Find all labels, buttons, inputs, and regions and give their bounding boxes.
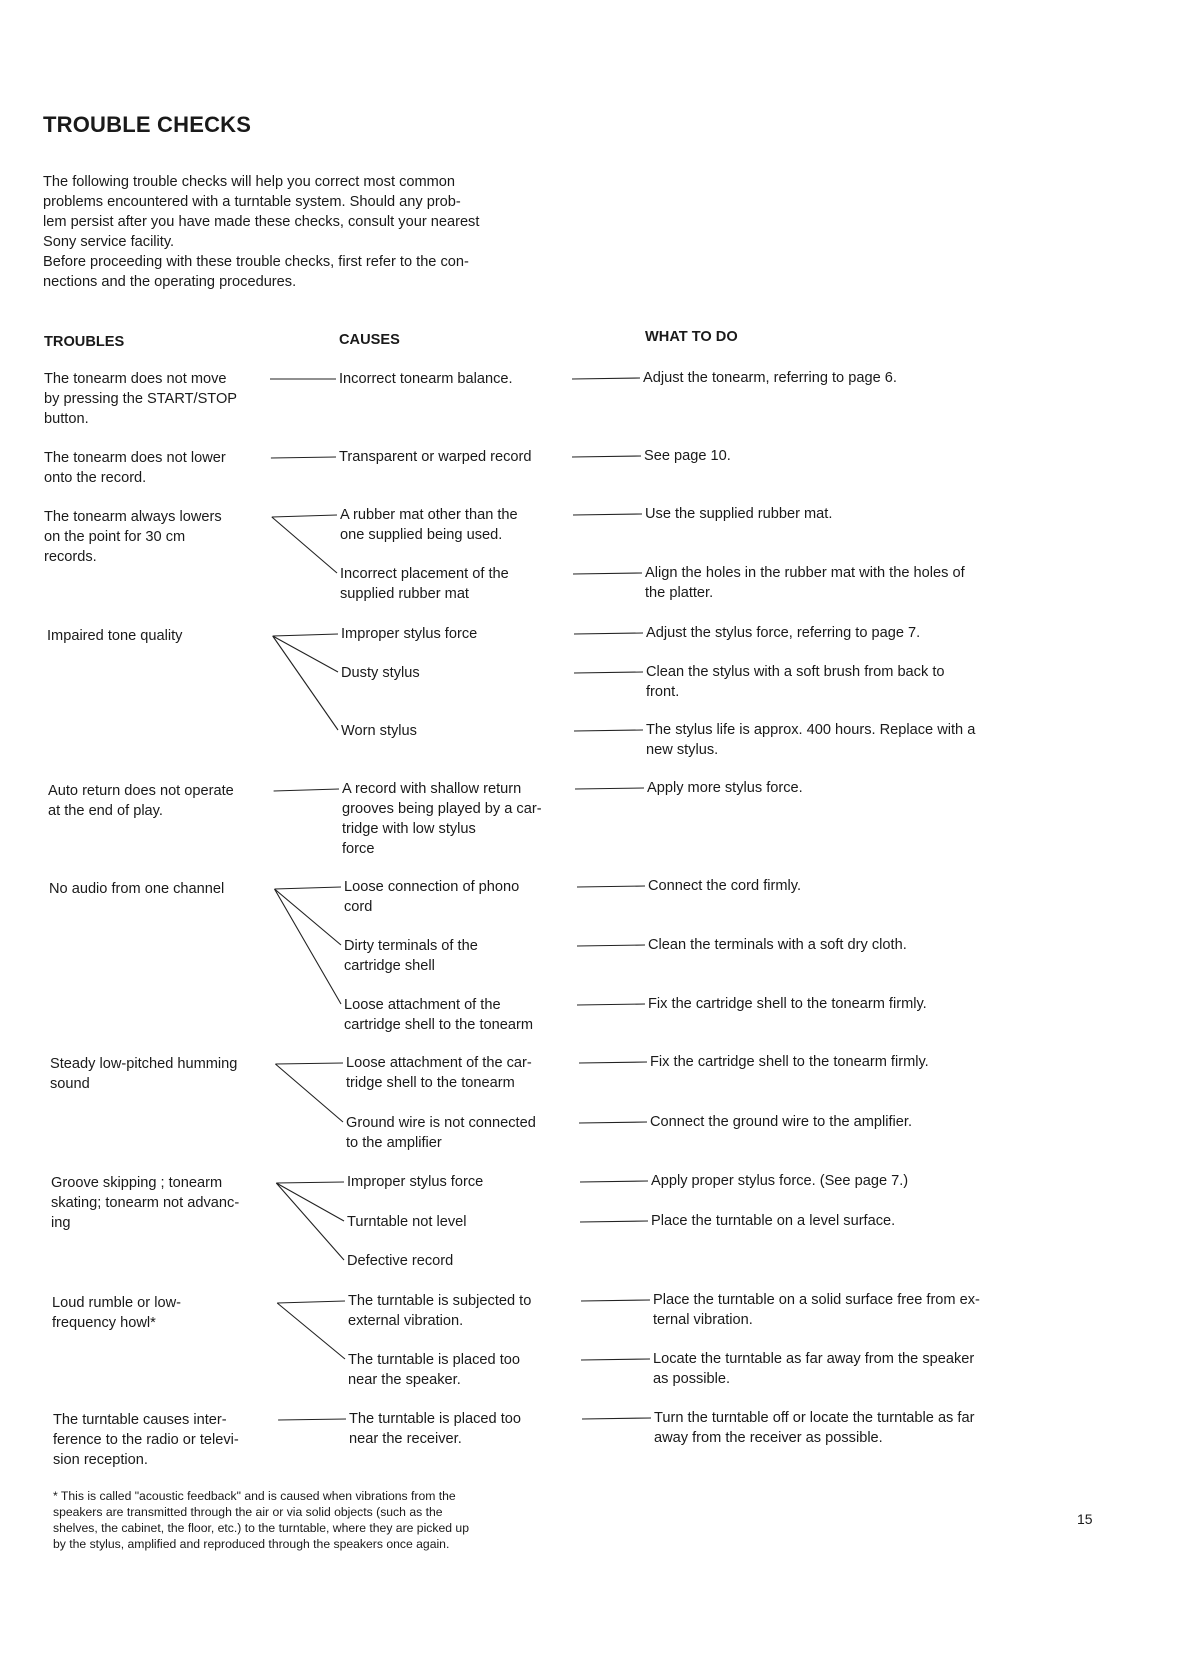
header-what-to-do: WHAT TO DO	[645, 329, 738, 345]
cause-text-line: Worn stylus	[341, 723, 417, 739]
intro-line: Before proceeding with these trouble checks, first refer to the con-	[43, 254, 469, 270]
trouble-cause-connector	[271, 457, 336, 458]
trouble-cause-connector	[277, 1301, 345, 1303]
cause-text-line: Ground wire is not connected	[346, 1115, 536, 1131]
trouble-cause-connector	[278, 1419, 346, 1420]
trouble-text-line: by pressing the START/STOP	[44, 391, 238, 407]
action-text-line: Align the holes in the rubber mat with the holes of	[645, 565, 965, 581]
cause-action-connector	[579, 1062, 647, 1063]
trouble-cause-branch	[276, 1183, 344, 1221]
action-text-line: Turn the turntable off or locate the turntable as far	[654, 1410, 975, 1426]
cause-text-line: Improper stylus force	[341, 626, 478, 642]
cause-text-line: near the speaker.	[348, 1372, 461, 1388]
trouble-text-line: frequency howl*	[52, 1315, 156, 1331]
trouble-cause-connector	[275, 1063, 343, 1064]
cause-text-line: Transparent or warped record	[339, 449, 532, 465]
cause-text-line: tridge with low stylus	[342, 821, 476, 837]
action-text-line: Adjust the stylus force, referring to page 7.	[646, 625, 921, 641]
action-text-line: Adjust the tonearm, referring to page 6.	[643, 370, 897, 386]
cause-text-line: Incorrect tonearm balance.	[339, 371, 513, 387]
trouble-cause-connector	[275, 887, 342, 889]
trouble-cause-branch	[277, 1303, 345, 1359]
action-text-line: Apply proper stylus force. (See page 7.)	[651, 1173, 909, 1189]
header-troubles: TROUBLES	[44, 334, 125, 350]
page-number: 15	[1077, 1511, 1093, 1527]
trouble-cause-branch	[272, 517, 337, 573]
trouble-text-line: Auto return does not operate	[48, 783, 234, 799]
footnote-line: speakers are transmitted through the air or via solid objects (such as the	[53, 1505, 443, 1519]
cause-text-line: tridge shell to the tonearm	[346, 1075, 515, 1091]
cause-action-connector	[580, 1181, 648, 1182]
trouble-text-line: ference to the radio or televi-	[53, 1432, 239, 1448]
action-text-line: Place the turntable on a level surface.	[651, 1213, 896, 1229]
cause-action-connector	[580, 1221, 648, 1222]
trouble-text-line: The turntable causes inter-	[53, 1412, 227, 1428]
cause-action-connector	[574, 730, 643, 731]
trouble-text-line: sion reception.	[53, 1452, 148, 1468]
action-text-line: Locate the turntable as far away from the speaker	[653, 1351, 975, 1367]
cause-text-line: one supplied being used.	[340, 527, 503, 543]
trouble-text-line: ing	[51, 1215, 71, 1231]
trouble-text-line: button.	[44, 411, 89, 427]
cause-action-connector	[574, 633, 643, 634]
action-text-line: Apply more stylus force.	[647, 780, 803, 796]
cause-text-line: near the receiver.	[349, 1431, 462, 1447]
trouble-text-line: Loud rumble or low-	[52, 1295, 181, 1311]
footnote-line: by the stylus, amplified and reproduced through the speakers once again.	[53, 1537, 450, 1551]
action-text-line: Clean the stylus with a soft brush from back to	[646, 664, 945, 680]
trouble-cause-branch	[273, 636, 338, 730]
trouble-text-line: Steady low-pitched humming	[50, 1056, 238, 1072]
trouble-cause-connector	[273, 634, 338, 636]
trouble-text-line: skating; tonearm not advanc-	[51, 1195, 240, 1211]
trouble-text-line: Impaired tone quality	[47, 628, 183, 644]
action-text-line: Clean the terminals with a soft dry cloth.	[648, 937, 907, 953]
trouble-text-line: The tonearm does not lower	[44, 450, 226, 466]
cause-action-connector	[579, 1122, 647, 1123]
cause-text-line: Loose connection of phono	[344, 879, 520, 895]
action-text-line: Connect the ground wire to the amplifier.	[650, 1114, 913, 1130]
action-text-line: Fix the cartridge shell to the tonearm firmly.	[648, 996, 927, 1012]
action-text-line: new stylus.	[646, 742, 719, 758]
trouble-cause-connector	[272, 515, 337, 517]
cause-text-line: Defective record	[347, 1253, 454, 1269]
trouble-text-line: The tonearm does not move	[44, 371, 227, 387]
intro-line: nections and the operating procedures.	[43, 274, 297, 290]
action-text-line: Fix the cartridge shell to the tonearm firmly.	[650, 1054, 929, 1070]
cause-text-line: supplied rubber mat	[340, 586, 469, 602]
cause-text-line: force	[342, 841, 375, 857]
cause-text-line: Dirty terminals of the	[344, 938, 478, 954]
cause-action-connector	[577, 886, 645, 887]
cause-text-line: cartridge shell	[344, 958, 435, 974]
page-title: TROUBLE CHECKS	[43, 112, 252, 137]
cause-action-connector	[577, 1004, 645, 1005]
trouble-cause-connector	[274, 789, 339, 791]
cause-text-line: The turntable is subjected to	[348, 1293, 532, 1309]
trouble-text-line: onto the record.	[44, 470, 147, 486]
cause-action-connector	[572, 456, 641, 457]
trouble-cause-branch	[275, 1064, 343, 1122]
cause-action-connector	[577, 945, 645, 946]
cause-text-line: to the amplifier	[346, 1135, 442, 1151]
footnote-line: shelves, the cabinet, the floor, etc.) to the turntable, where they are picked up	[53, 1521, 469, 1535]
cause-text-line: The turntable is placed too	[348, 1352, 520, 1368]
intro-line: The following trouble checks will help you correct most common	[43, 174, 456, 190]
cause-action-connector	[581, 1300, 650, 1301]
action-text-line: See page 10.	[644, 448, 731, 464]
action-text-line: Place the turntable on a solid surface free from ex-	[653, 1292, 980, 1308]
trouble-text-line: at the end of play.	[48, 803, 163, 819]
header-causes: CAUSES	[339, 332, 400, 348]
cause-text-line: cartridge shell to the tonearm	[344, 1017, 534, 1033]
cause-action-connector	[573, 514, 642, 515]
trouble-cause-branch	[276, 1183, 344, 1260]
trouble-text-line: No audio from one channel	[49, 881, 225, 897]
action-text-line: the platter.	[645, 585, 714, 601]
intro-line: Sony service facility.	[43, 234, 175, 250]
cause-action-connector	[582, 1418, 651, 1419]
cause-text-line: The turntable is placed too	[349, 1411, 521, 1427]
cause-text-line: external vibration.	[348, 1313, 464, 1329]
action-text-line: ternal vibration.	[653, 1312, 753, 1328]
trouble-cause-branch	[273, 636, 338, 672]
trouble-cause-branch	[275, 889, 342, 945]
trouble-text-line: sound	[50, 1076, 90, 1092]
cause-text-line: Incorrect placement of the	[340, 566, 509, 582]
cause-action-connector	[575, 788, 644, 789]
cause-text-line: A rubber mat other than the	[340, 507, 518, 523]
cause-text-line: A record with shallow return	[342, 781, 522, 797]
intro-line: problems encountered with a turntable system. Should any prob-	[43, 194, 461, 210]
cause-text-line: Improper stylus force	[347, 1174, 484, 1190]
cause-action-connector	[573, 573, 642, 574]
trouble-cause-connector	[276, 1182, 344, 1183]
trouble-text-line: records.	[44, 549, 97, 565]
action-text-line: The stylus life is approx. 400 hours. Replace with a	[646, 722, 976, 738]
cause-text-line: Loose attachment of the car-	[346, 1055, 532, 1071]
action-text-line: away from the receiver as possible.	[654, 1430, 883, 1446]
action-text-line: Connect the cord firmly.	[648, 878, 802, 894]
trouble-text-line: on the point for 30 cm	[44, 529, 186, 545]
intro-line: lem persist after you have made these checks, consult your nearest	[43, 214, 480, 230]
cause-text-line: Turntable not level	[347, 1214, 467, 1230]
trouble-text-line: The tonearm always lowers	[44, 509, 222, 525]
trouble-text-line: Groove skipping ; tonearm	[51, 1175, 223, 1191]
action-text-line: front.	[646, 684, 680, 700]
cause-text-line: Dusty stylus	[341, 665, 420, 681]
cause-text-line: grooves being played by a car-	[342, 801, 542, 817]
trouble-cause-branch	[275, 889, 342, 1004]
cause-action-connector	[581, 1359, 650, 1360]
action-text-line: Use the supplied rubber mat.	[645, 506, 833, 522]
cause-action-connector	[574, 672, 643, 673]
action-text-line: as possible.	[653, 1371, 731, 1387]
cause-text-line: Loose attachment of the	[344, 997, 501, 1013]
cause-action-connector	[572, 378, 640, 379]
footnote-line: * This is called "acoustic feedback" and is caused when vibrations from the	[53, 1489, 456, 1503]
cause-text-line: cord	[344, 899, 373, 915]
footnote	[53, 1488, 573, 1552]
